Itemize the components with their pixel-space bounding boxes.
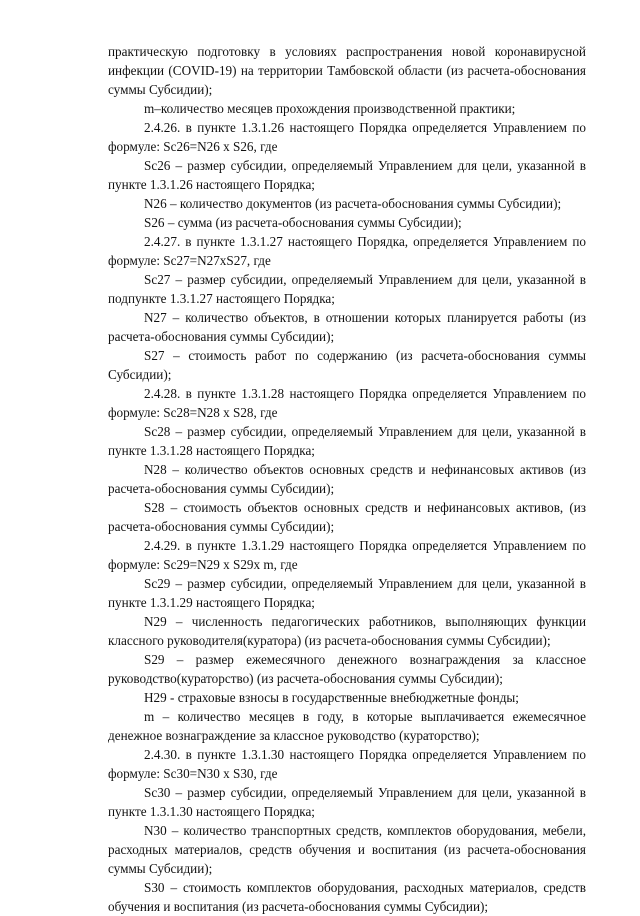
- paragraph: N27 – количество объектов, в отношении которых планируется работы (из расчета-обоснования суммы Субсидии);: [108, 310, 586, 344]
- paragraph: S29 – размер ежемесячного денежного вознаграждения за классное руководство(кураторство) (из расчета-обоснования суммы Субсидии);: [108, 652, 586, 686]
- paragraph: 2.4.29. в пункте 1.3.1.29 настоящего Порядка определяется Управлением по формуле: Sc29=N29 x S29x m, где: [108, 538, 586, 572]
- paragraph: S26 – сумма (из расчета-обоснования суммы Субсидии);: [144, 215, 462, 230]
- paragraph: 2.4.26. в пункте 1.3.1.26 настоящего Порядка определяется Управлением по формуле: Sc26=N26 x S26, где: [108, 120, 586, 154]
- paragraph: N30 – количество транспортных средств, комплектов оборудования, мебели, расходных материалов, средств обучения и воспитания (из расчета-обоснования суммы Субсидии);: [108, 823, 586, 876]
- paragraph: Sc30 – размер субсидии, определяемый Управлением для цели, указанной в пункте 1.3.1.30 настоящего Порядка;: [108, 785, 586, 819]
- paragraph: практическую подготовку в условиях распространения новой коронавирусной инфекции (COVID-19) на территории Тамбовской области (из расчета-обоснования суммы Субсидии);: [108, 44, 586, 97]
- paragraph: m–количество месяцев прохождения производственной практики;: [144, 101, 516, 116]
- paragraph: Sc27 – размер субсидии, определяемый Управлением для цели, указанной в подпункте 1.3.1.27 настоящего Порядка;: [108, 272, 586, 306]
- paragraph: 2.4.30. в пункте 1.3.1.30 настоящего Порядка определяется Управлением по формуле: Sc30=N30 x S30, где: [108, 747, 586, 781]
- paragraph: Sc29 – размер субсидии, определяемый Управлением для цели, указанной в пункте 1.3.1.29 настоящего Порядка;: [108, 576, 586, 610]
- paragraph: S28 – стоимость объектов основных средств и нефинансовых активов, (из расчета-обоснования суммы Субсидии);: [108, 500, 586, 534]
- paragraph: N29 – численность педагогических работников, выполняющих функции классного руководителя(куратора) (из расчета-обоснования суммы Субсидии);: [108, 614, 586, 648]
- paragraph: N26 – количество документов (из расчета-обоснования суммы Субсидии);: [144, 196, 562, 211]
- paragraph: S27 – стоимость работ по содержанию (из расчета-обоснования суммы Субсидии);: [108, 348, 586, 382]
- paragraph: Sc26 – размер субсидии, определяемый Управлением для цели, указанной в пункте 1.3.1.26 настоящего Порядка;: [108, 158, 586, 192]
- paragraph: N28 – количество объектов основных средств и нефинансовых активов (из расчета-обоснования суммы Субсидии);: [108, 462, 586, 496]
- paragraph: H29 - страховые взносы в государственные внебюджетные фонды;: [144, 690, 519, 705]
- paragraph: m – количество месяцев в году, в которые выплачивается ежемесячное денежное вознаграждение за классное руководство (кураторство);: [108, 709, 586, 743]
- paragraph: 2.4.27. в пункте 1.3.1.27 настоящего Порядка, определяется Управлением по формуле: Sc27=N27xS27, где: [108, 234, 586, 268]
- paragraph: Sc28 – размер субсидии, определяемый Управлением для цели, указанной в пункте 1.3.1.28 настоящего Порядка;: [108, 424, 586, 458]
- paragraph: S30 – стоимость комплектов оборудования, расходных материалов, средств обучения и воспитания (из расчета-обоснования суммы Субсидии);: [108, 880, 586, 914]
- document-body: [108, 42, 586, 916]
- paragraph: 2.4.28. в пункте 1.3.1.28 настоящего Порядка определяется Управлением по формуле: Sc28=N28 x S28, где: [108, 386, 586, 420]
